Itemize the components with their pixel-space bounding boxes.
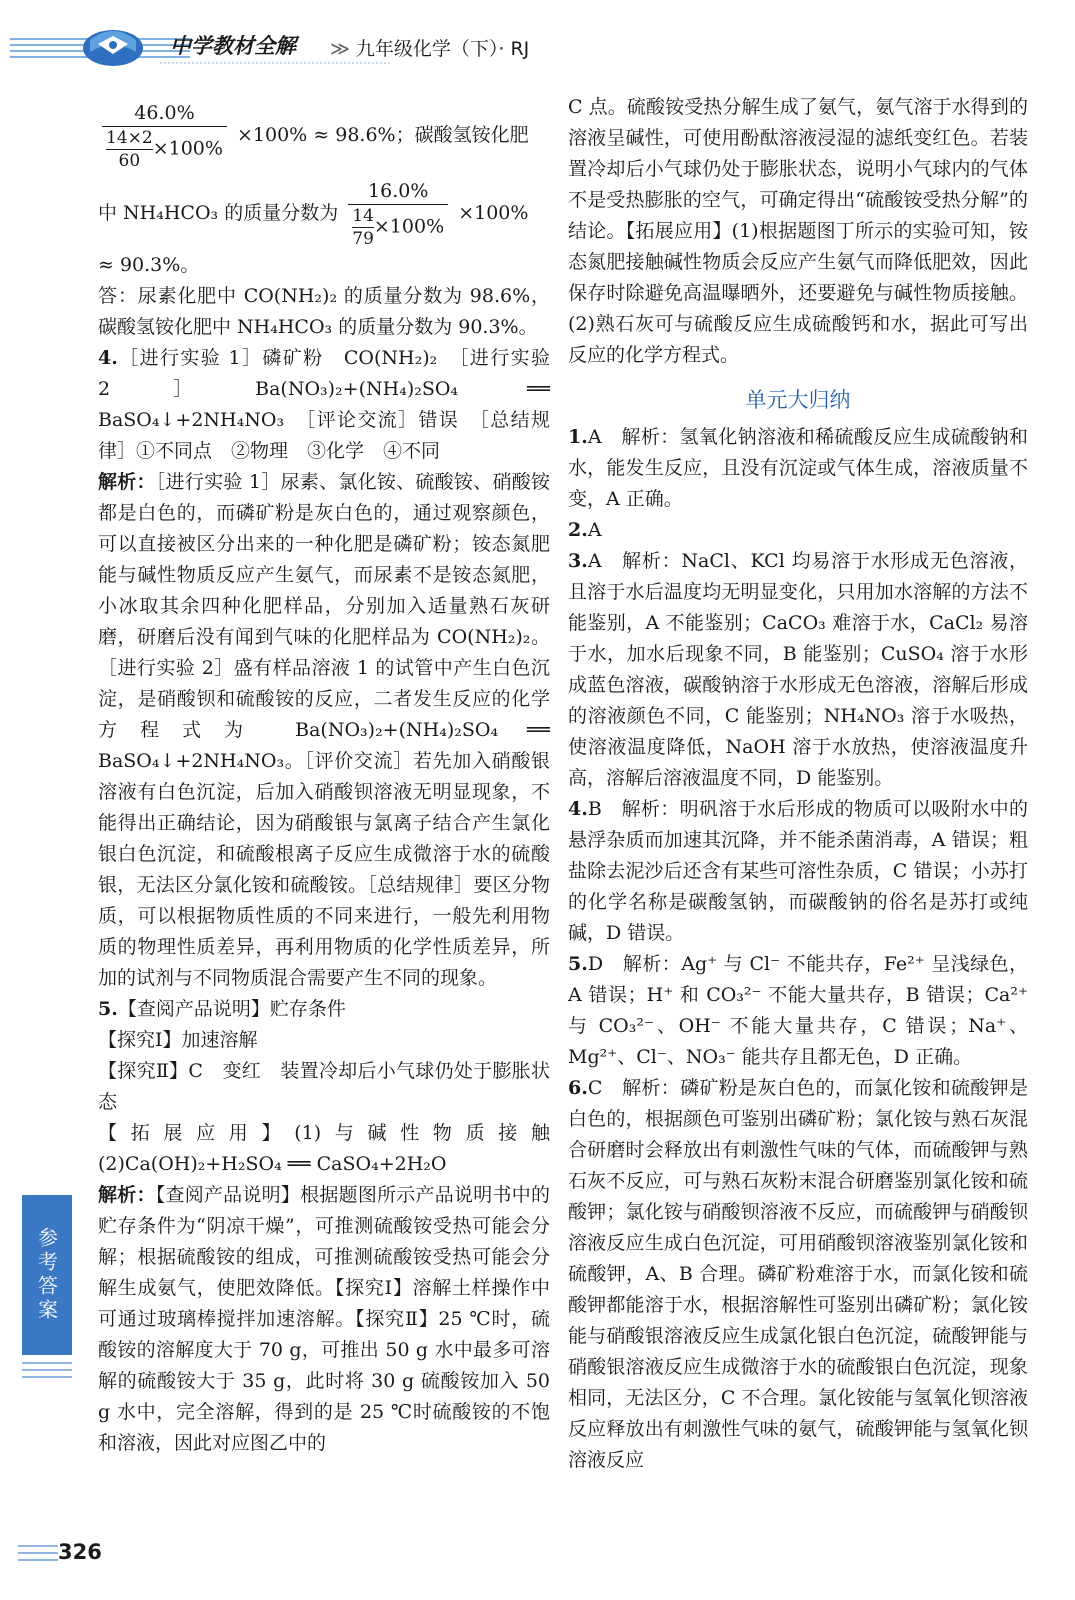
fraction-urea: 46.0% $\frac{14\times 2}{60}$ ×100% — [102, 100, 227, 172]
question-5-line-4: 【拓展应用】(1)与碱性物质接触 (2)Ca(OH)₂+H₂SO₄ ══ CaSO₄+2H₂O — [98, 1122, 570, 1175]
summary-item-6: 6.C 解析：磷矿粉是灰白色的，而氯化铵和硫酸钾是白色的，根据颜色可鉴别出磷矿粉；氯化铵与熟石灰混合研磨时会释放出有刺激性气味的气体，而硫酸钾与熟石灰不反应，可与熟石灰粉末混合研磨鉴别氯化铵和硫酸钾；氯化铵与硝酸钡溶液不反应，而硫酸钾与硝酸钡溶液反应生成白色沉淀，可用硝酸钡溶液鉴别氯化铵和硫酸钾，A、B 合理。磷矿粉难溶于水，而氯化铵和硫酸钾都能溶于水，根据溶解性可鉴别出磷矿粉；氯化铵能与硝酸银溶液反应生成氯化银白色沉淀，硫酸钾能与硝酸银溶液反应生成微溶于水的硫酸银白色沉淀，现象相同，无法区分，C 不合理。氯化铵能与氢氧化钡溶液反应释放出有刺激性气味的氨气，硫酸钾能与氢氧化钡溶液反应 — [568, 1077, 1028, 1471]
question-4-analysis: 解析：［进行实验 1］尿素、氯化铵、硫酸铵、硝酸铵都是白色的，而磷矿粉是灰白色的，通过观察颜色，可以直接被区分出来的一种化肥是磷矿粉；铵态氮肥能与碱性物质反应产生氨气，而尿素不是铵态氮肥，小冰取其余四种化肥样品，分别加入适量熟石灰研磨，研磨后没有闻到气味的化肥样品为 CO(NH₂)₂。［进行实验 2］盛有样品溶液 1 的试管中产生白色沉淀，是硝酸钡和硫酸铵的反应，二者发生反应的化学方程式为 Ba(NO₃)₂+(NH₄)₂SO₄ ══ BaSO₄↓+2NH₄NO₃。［评价交流］若先加入硝酸银溶液有白色沉淀，后加入硝酸钡溶液无明显现象，不能得出正确结论，因为硝酸银与氯离子结合产生氯化银白色沉淀，和硫酸根离子反应生成微溶于水的硫酸银，无法区分氯化铵和硫酸铵。［总结规律］要区分物质，可以根据物质性质的不同来进行，一般先利用物质的物理性质差异，再利用物质的化学性质差异，所加的试剂与不同物质混合需要产生不同的现象。 — [98, 471, 550, 989]
question-5-line-3: 【探究Ⅱ】C 变红 装置冷却后小气球仍处于膨胀状态 — [98, 1060, 550, 1113]
question-4: 4.［进行实验 1］磷矿粉 CO(NH₂)₂ ［进行实验 2］Ba(NO₃)₂+(NH₄)₂SO₄ ══ BaSO₄↓+2NH₄NO₃ ［评论交流］错误 ［总结规律］①不同点 ②物理 ③化学 ④不同 — [98, 347, 550, 462]
calc-line-2: 中 NH₄HCO₃ 的质量分数为 16.0% $\frac{14}{79}$ ×100% ×100% — [98, 180, 529, 249]
question-5-line-2: 【探究Ⅰ】加速溶解 — [98, 1029, 258, 1051]
question-5: 5.【查阅产品说明】贮存条件 — [98, 998, 346, 1020]
book-title: 中学教材全解 — [170, 34, 296, 58]
page-number: 326 — [58, 1540, 102, 1564]
side-tab-decor — [22, 1362, 72, 1383]
book-logo-icon — [78, 18, 148, 70]
page-number-decor — [18, 1545, 58, 1566]
page-header — [0, 0, 1075, 80]
summary-item-3: 3.A 解析：NaCl、KCl 均易溶于水形成无色溶液，且溶于水后温度均无明显变化，只用加水溶解的方法不能鉴别，A 不能鉴别；CaCO₃ 难溶于水，CaCl₂ 易溶于水，加水后现象不同，B 能鉴别；CuSO₄ 溶于水形成蓝色溶液，碳酸钠溶于水形成无色溶液，溶解后形成的溶液颜色不同，C 能鉴别；NH₄NO₃ 溶于水吸热，使溶液温度降低，NaOH 溶于水放热，使溶液温度升高，溶解后溶液温度不同，D 能鉴别。 — [568, 550, 1028, 789]
section-title: 单元大归纳 — [745, 388, 851, 412]
approx-result: ≈ 90.3%。 — [98, 254, 200, 276]
header-dots — [160, 62, 390, 70]
answer-text: 答：尿素化肥中 CO(NH₂)₂ 的质量分数为 98.6%，碳酸氢铵化肥中 NH₄HCO₃ 的质量分数为 90.3%。 — [98, 285, 550, 338]
calc-line-1: 46.0% $\frac{14\times 2}{60}$ ×100% ×100% ≈ 98.6%；碳酸氢铵化肥 — [98, 100, 550, 172]
fraction-bicarbonate: 16.0% $\frac{14}{79}$ ×100% — [348, 178, 448, 250]
continued-analysis: C 点。硫酸铵受热分解生成了氨气，氨气溶于水得到的溶液呈碱性，可使用酚酞溶液浸湿的滤纸变红色。若装置冷却后小气球仍处于膨胀状态，说明小气球内的气体不是受热膨胀的空气，可确定得出“硫酸铵受热分解”的结论。【拓展应用】(1)根据题图丁所示的实验可知，铵态氮肥接触碱性物质会反应产生氨气而降低肥效，因此保存时除避免高温曝晒外，还要避免与碱性物质接触。(2)熟石灰可与硫酸反应生成硫酸钙和水，据此可写出反应的化学方程式。 — [568, 96, 1028, 366]
summary-item-1: 1.A 解析：氢氧化钠溶液和稀硫酸反应生成硫酸钠和水，能发生反应，且没有沉淀或气体生成，溶液质量不变，A 正确。 — [568, 426, 1028, 510]
left-column — [98, 100, 570, 1459]
summary-item-2: 2.A — [568, 519, 602, 541]
summary-item-5: 5.D 解析：Ag⁺ 与 Cl⁻ 不能共存，Fe²⁺ 呈浅绿色，A 错误；H⁺ 和 CO₃²⁻ 不能大量共存，B 错误；Ca²⁺ 与 CO₃²⁻、OH⁻ 不能大量共存，C 错误；Na⁺、Mg²⁺、Cl⁻、NO₃⁻ 能共存且都无色，D 正确。 — [568, 953, 1028, 1068]
side-tab-answers: 参考答案 — [22, 1195, 72, 1355]
summary-item-4: 4.B 解析：明矾溶于水后形成的物质可以吸附水中的悬浮杂质而加速其沉降，并不能杀菌消毒，A 错误；粗盐除去泥沙后还含有某些可溶性杂质，C 错误；小苏打的化学名称是碳酸氢钠，而碳酸钠的俗名是苏打或纯碱，D 错误。 — [568, 798, 1028, 944]
question-5-analysis: 解析：【查阅产品说明】根据题图所示产品说明书中的贮存条件为“阴凉干燥”，可推测硫酸铵受热可能会分解；根据硫酸铵的组成，可推测硫酸铵受热可能会分解生成氨气，使肥效降低。【探究Ⅰ】溶解土样操作中可通过玻璃棒搅拌加速溶解。【探究Ⅱ】25 ℃时，硫酸铵的溶解度大于 70 g，可推出 50 g 水中最多可溶解的硫酸铵大于 35 g，此时将 30 g 硫酸铵加入 50 g 水中，完全溶解，得到的是 25 ℃时硫酸铵的不饱和溶液，因此对应图乙中的 — [98, 1184, 550, 1454]
right-column — [568, 92, 1028, 1476]
book-subtitle: ≫ 九年级化学（下）· RJ — [330, 38, 530, 60]
